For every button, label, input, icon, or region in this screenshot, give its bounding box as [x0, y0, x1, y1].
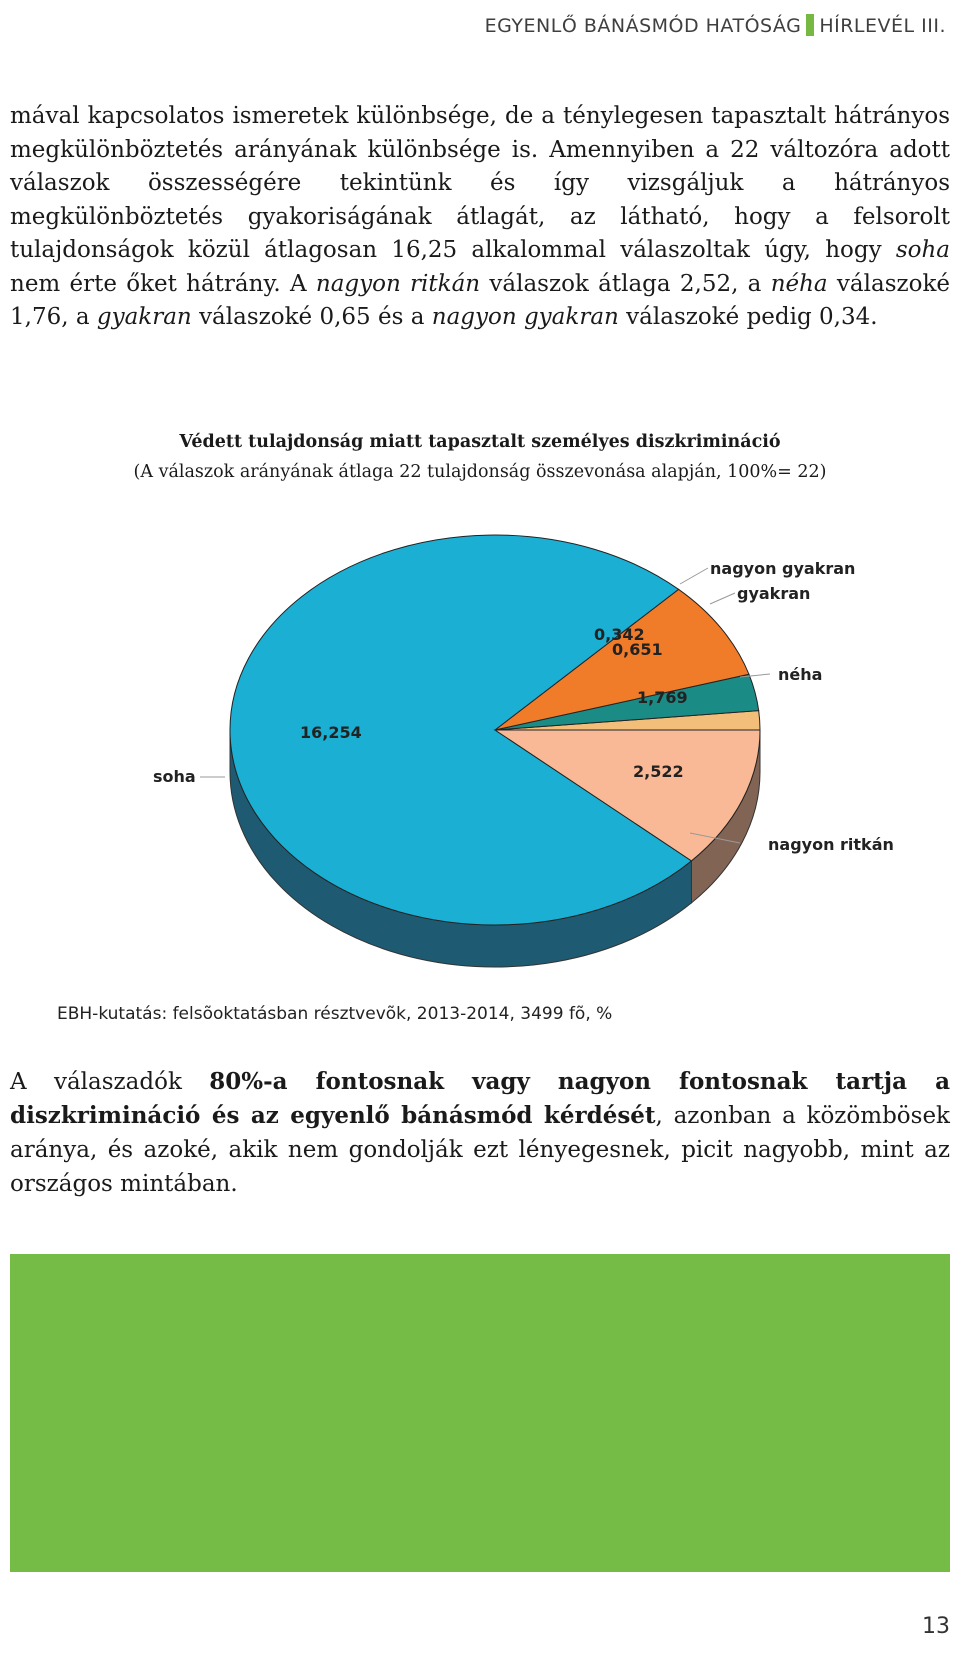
text-run: válaszoké 0,65 és a [199, 304, 425, 330]
category-label: gyakran [737, 584, 811, 603]
chart-subtitle: (A válaszok arányának átlaga 22 tulajdonság összevonása alapján, 100%= 22) [133, 462, 827, 482]
summary-paragraph [10, 1065, 950, 1201]
category-label: néha [778, 665, 823, 684]
text-run: válaszoké pedig 0,34. [626, 304, 878, 330]
page-number: 13 [922, 1614, 950, 1639]
text-run: , azonban a közömbösek aránya, és azoké, akik nem gondolják ezt lényegesnek, picit nagyobb, mint az országos mintában. [10, 1103, 950, 1197]
text-run: válaszoké 1,76, a [10, 270, 951, 330]
text-run: válaszok átlaga 2,52, a [489, 270, 762, 297]
leader-line [680, 568, 708, 584]
header-issue: HÍRLEVÉL III. [819, 15, 946, 37]
chart-source: EBH-kutatás: felsõoktatásban résztvevõk, 2013-2014, 3499 fõ, % [57, 1004, 613, 1024]
green-panel [10, 1254, 950, 1572]
leader-line [710, 593, 735, 604]
text-run: mával kapcsolatos ismeretek különbsége, de a ténylegesen tapasztalt hátrányos megkülönböztetés arányának különbsége is. Amennyiben a 22 változóra adott válaszok összességére tekintünk és így vizsgáljuk a hátrányos megkülönböztetés gyakoriságának átlagát, az látható, hogy a felsorolt tulajdonságok közül átlagosan 16,25 alkalommal válaszoltak úgy, hogy [10, 103, 950, 263]
value-label: 2,522 [633, 762, 684, 781]
chart-title: Védett tulajdonság miatt tapasztalt személyes diszkrimináció [179, 432, 781, 452]
value-label: 1,769 [637, 688, 688, 707]
category-label: nagyon gyakran [710, 559, 856, 578]
category-label: nagyon ritkán [768, 835, 894, 854]
emphasis-run: nagyon ritkán [315, 270, 481, 297]
category-label: soha [153, 767, 196, 786]
value-label: 0,342 [594, 625, 645, 644]
value-label: 0,651 [612, 640, 663, 659]
emphasis-run: nagyon gyakran [431, 304, 619, 330]
text-run: A válaszadók [10, 1069, 182, 1095]
pie-chart [0, 500, 960, 990]
emphasis-run: néha [770, 270, 828, 297]
intro-paragraph [10, 100, 950, 335]
header-divider [806, 14, 814, 36]
header-org: EGYENLŐ BÁNÁSMÓD HATÓSÁG [484, 15, 802, 37]
bold-run: 80%-a fontosnak vagy nagyon fontosnak tartja a diszkrimináció és az egyenlő bánásmód kérdését [10, 1068, 950, 1129]
page-header [485, 14, 946, 37]
emphasis-run: gyakran [96, 304, 192, 330]
text-run: nem érte őket hátrány. A [10, 270, 307, 297]
emphasis-run: soha [895, 237, 950, 263]
value-label: 16,254 [300, 723, 362, 742]
